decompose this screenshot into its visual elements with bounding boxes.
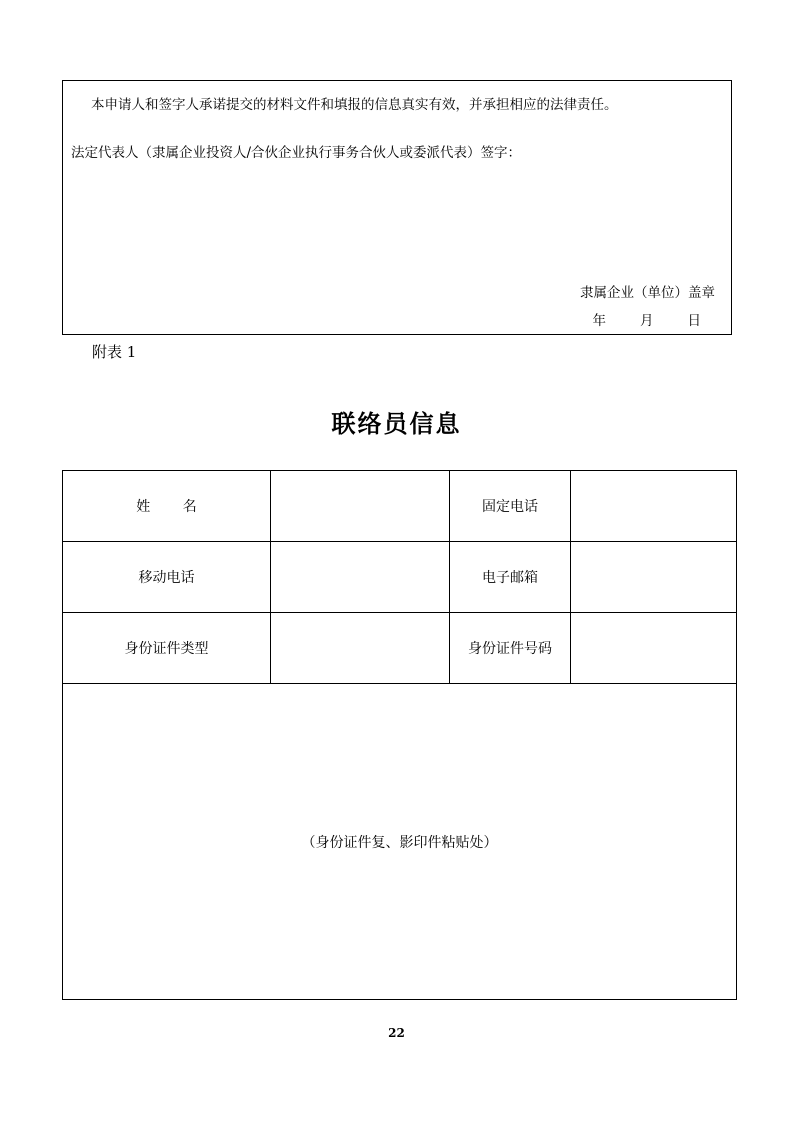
company-seal-line: 隶属企业（单位）盖章	[580, 285, 715, 301]
date-month-label: 月	[640, 313, 654, 329]
field-label-id-type: 身份证件类型	[63, 613, 271, 684]
declaration-box	[62, 80, 732, 335]
table-row	[63, 471, 737, 542]
appendix-label: 附表 1	[92, 343, 137, 361]
field-value-mobile[interactable]	[271, 542, 450, 613]
page-title: 联络员信息	[331, 409, 462, 438]
field-value-id-type[interactable]	[271, 613, 450, 684]
contact-information-table	[62, 470, 737, 1000]
field-value-email[interactable]	[571, 542, 737, 613]
field-label-name: 姓 名	[63, 471, 271, 542]
field-label-mobile: 移动电话	[63, 542, 271, 613]
field-label-id-number: 身份证件号码	[450, 613, 571, 684]
field-value-id-number[interactable]	[571, 613, 737, 684]
table-row	[63, 684, 737, 1000]
id-document-paste-area[interactable]	[63, 684, 737, 1000]
declaration-statement: 本申请人和签字人承诺提交的材料文件和填报的信息真实有效，并承担相应的法律责任。	[91, 97, 618, 113]
paste-area-hint: （身份证件复、影印件粘贴处）	[301, 834, 498, 851]
page-number: 22	[388, 1026, 405, 1040]
date-day-label: 日	[687, 313, 701, 329]
table-row	[63, 542, 737, 613]
field-value-landline[interactable]	[571, 471, 737, 542]
legal-representative-signature-line: 法定代表人（隶属企业投资人/合伙企业执行事务合伙人或委派代表）签字：	[71, 145, 522, 161]
table-row	[63, 613, 737, 684]
field-label-email: 电子邮箱	[450, 542, 571, 613]
field-value-name[interactable]	[271, 471, 450, 542]
field-label-landline: 固定电话	[450, 471, 571, 542]
date-year-label: 年	[592, 313, 606, 329]
date-line	[593, 309, 702, 329]
